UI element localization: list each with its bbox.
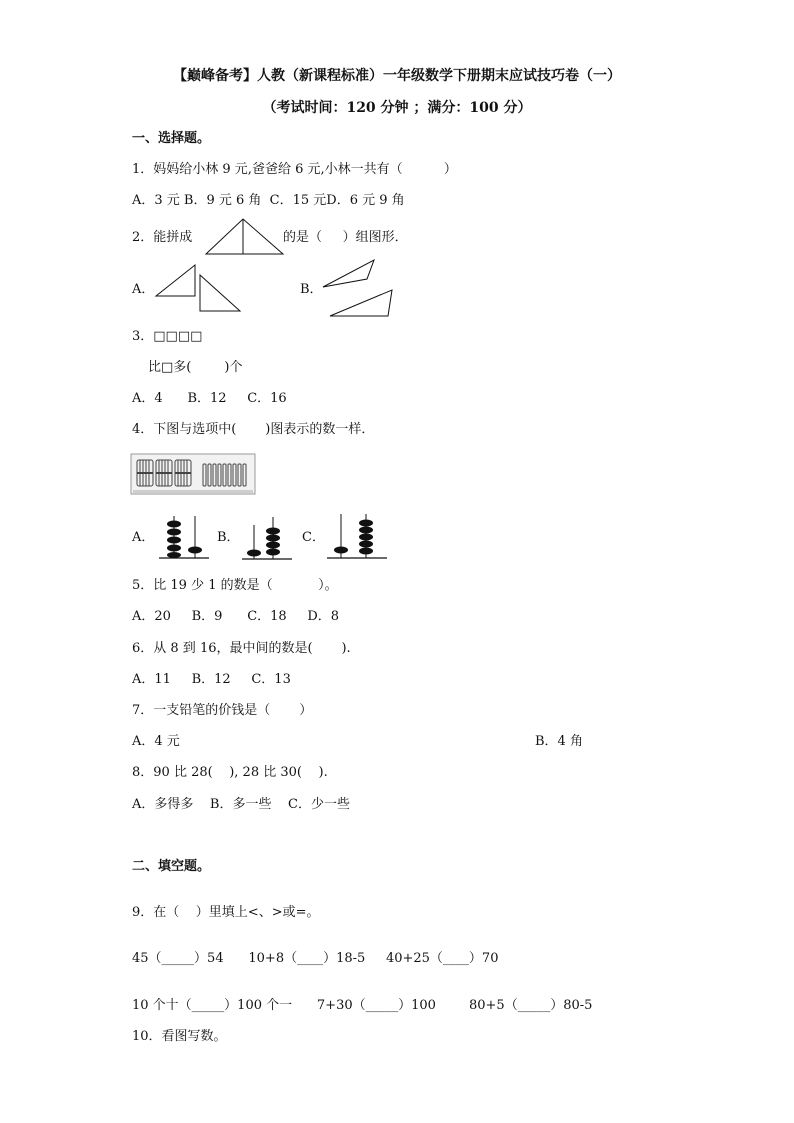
section-2-heading: 二、填空题。 — [132, 859, 211, 874]
q4-option-a-label: A． — [132, 530, 155, 545]
q2-option-b-shapes — [322, 259, 397, 319]
section-1-heading: 一、选择题。 — [132, 131, 211, 146]
q9-row-1: 45（_____）54 10+8（____）18-5 40+25（____）70 — [132, 951, 499, 966]
q3-line2: 比□多( )个 — [148, 360, 243, 375]
q7-option-b: B．4 角 — [535, 734, 583, 749]
q3-stem: 3．□□□□ — [132, 329, 203, 344]
q6-stem: 6．从 8 到 16，最中间的数是( ). — [132, 641, 351, 656]
q2-option-a-label: A． — [132, 282, 155, 297]
q2-stem-part1: 2．能拼成 — [132, 230, 193, 245]
q1-stem: 1．妈妈给小林 9 元,爸爸给 6 元,小林一共有（ ） — [132, 162, 457, 177]
q2-option-a-shapes — [155, 264, 245, 314]
q4-stem: 4．下图与选项中( )图表示的数一样． — [132, 422, 375, 437]
q9-row-2: 10 个十（_____）100 个一 7+30（_____）100 80+5（_____）80-5 — [132, 998, 593, 1013]
q8-options: A．多得多 B．多一些 C．少一些 — [132, 797, 350, 812]
q8-stem: 8．90 比 28( ), 28 比 30( ). — [132, 765, 328, 780]
q4-option-b-abacus — [240, 515, 295, 563]
q5-options: A．20 B．9 C．18 D．8 — [132, 609, 340, 624]
q5-stem: 5．比 19 少 1 的数是（ ）。 — [132, 578, 338, 593]
q2-option-b-label: B． — [300, 282, 323, 297]
q2-stem-part2: 的是（ ）组图形． — [283, 230, 408, 245]
q7-option-a: A．4 元 — [132, 734, 180, 749]
q10-stem: 10．看图写数。 — [132, 1029, 227, 1044]
q1-options: A．3 元 B．9 元 6 角 C．15 元D．6 元 9 角 — [132, 193, 405, 208]
q3-options: A．4 B．12 C．16 — [132, 391, 287, 406]
q4-sticks-image — [131, 454, 255, 494]
exam-info: （考试时间：120 分钟 ；满分：100 分） — [262, 100, 532, 116]
q2-target-triangle — [205, 218, 285, 256]
q4-option-c-abacus — [325, 510, 390, 563]
page-title: 【巅峰备考】人教（新课程标准）一年级数学下册期末应试技巧卷（一） — [173, 68, 621, 84]
q4-option-c-label: C． — [302, 530, 325, 545]
q4-option-b-label: B． — [217, 530, 240, 545]
q7-stem: 7．一支铅笔的价钱是（ ） — [132, 703, 313, 718]
q9-stem: 9．在（ ）里填上<、>或=。 — [132, 905, 320, 920]
q4-option-a-abacus — [157, 512, 212, 562]
q6-options: A．11 B．12 C．13 — [132, 672, 291, 687]
